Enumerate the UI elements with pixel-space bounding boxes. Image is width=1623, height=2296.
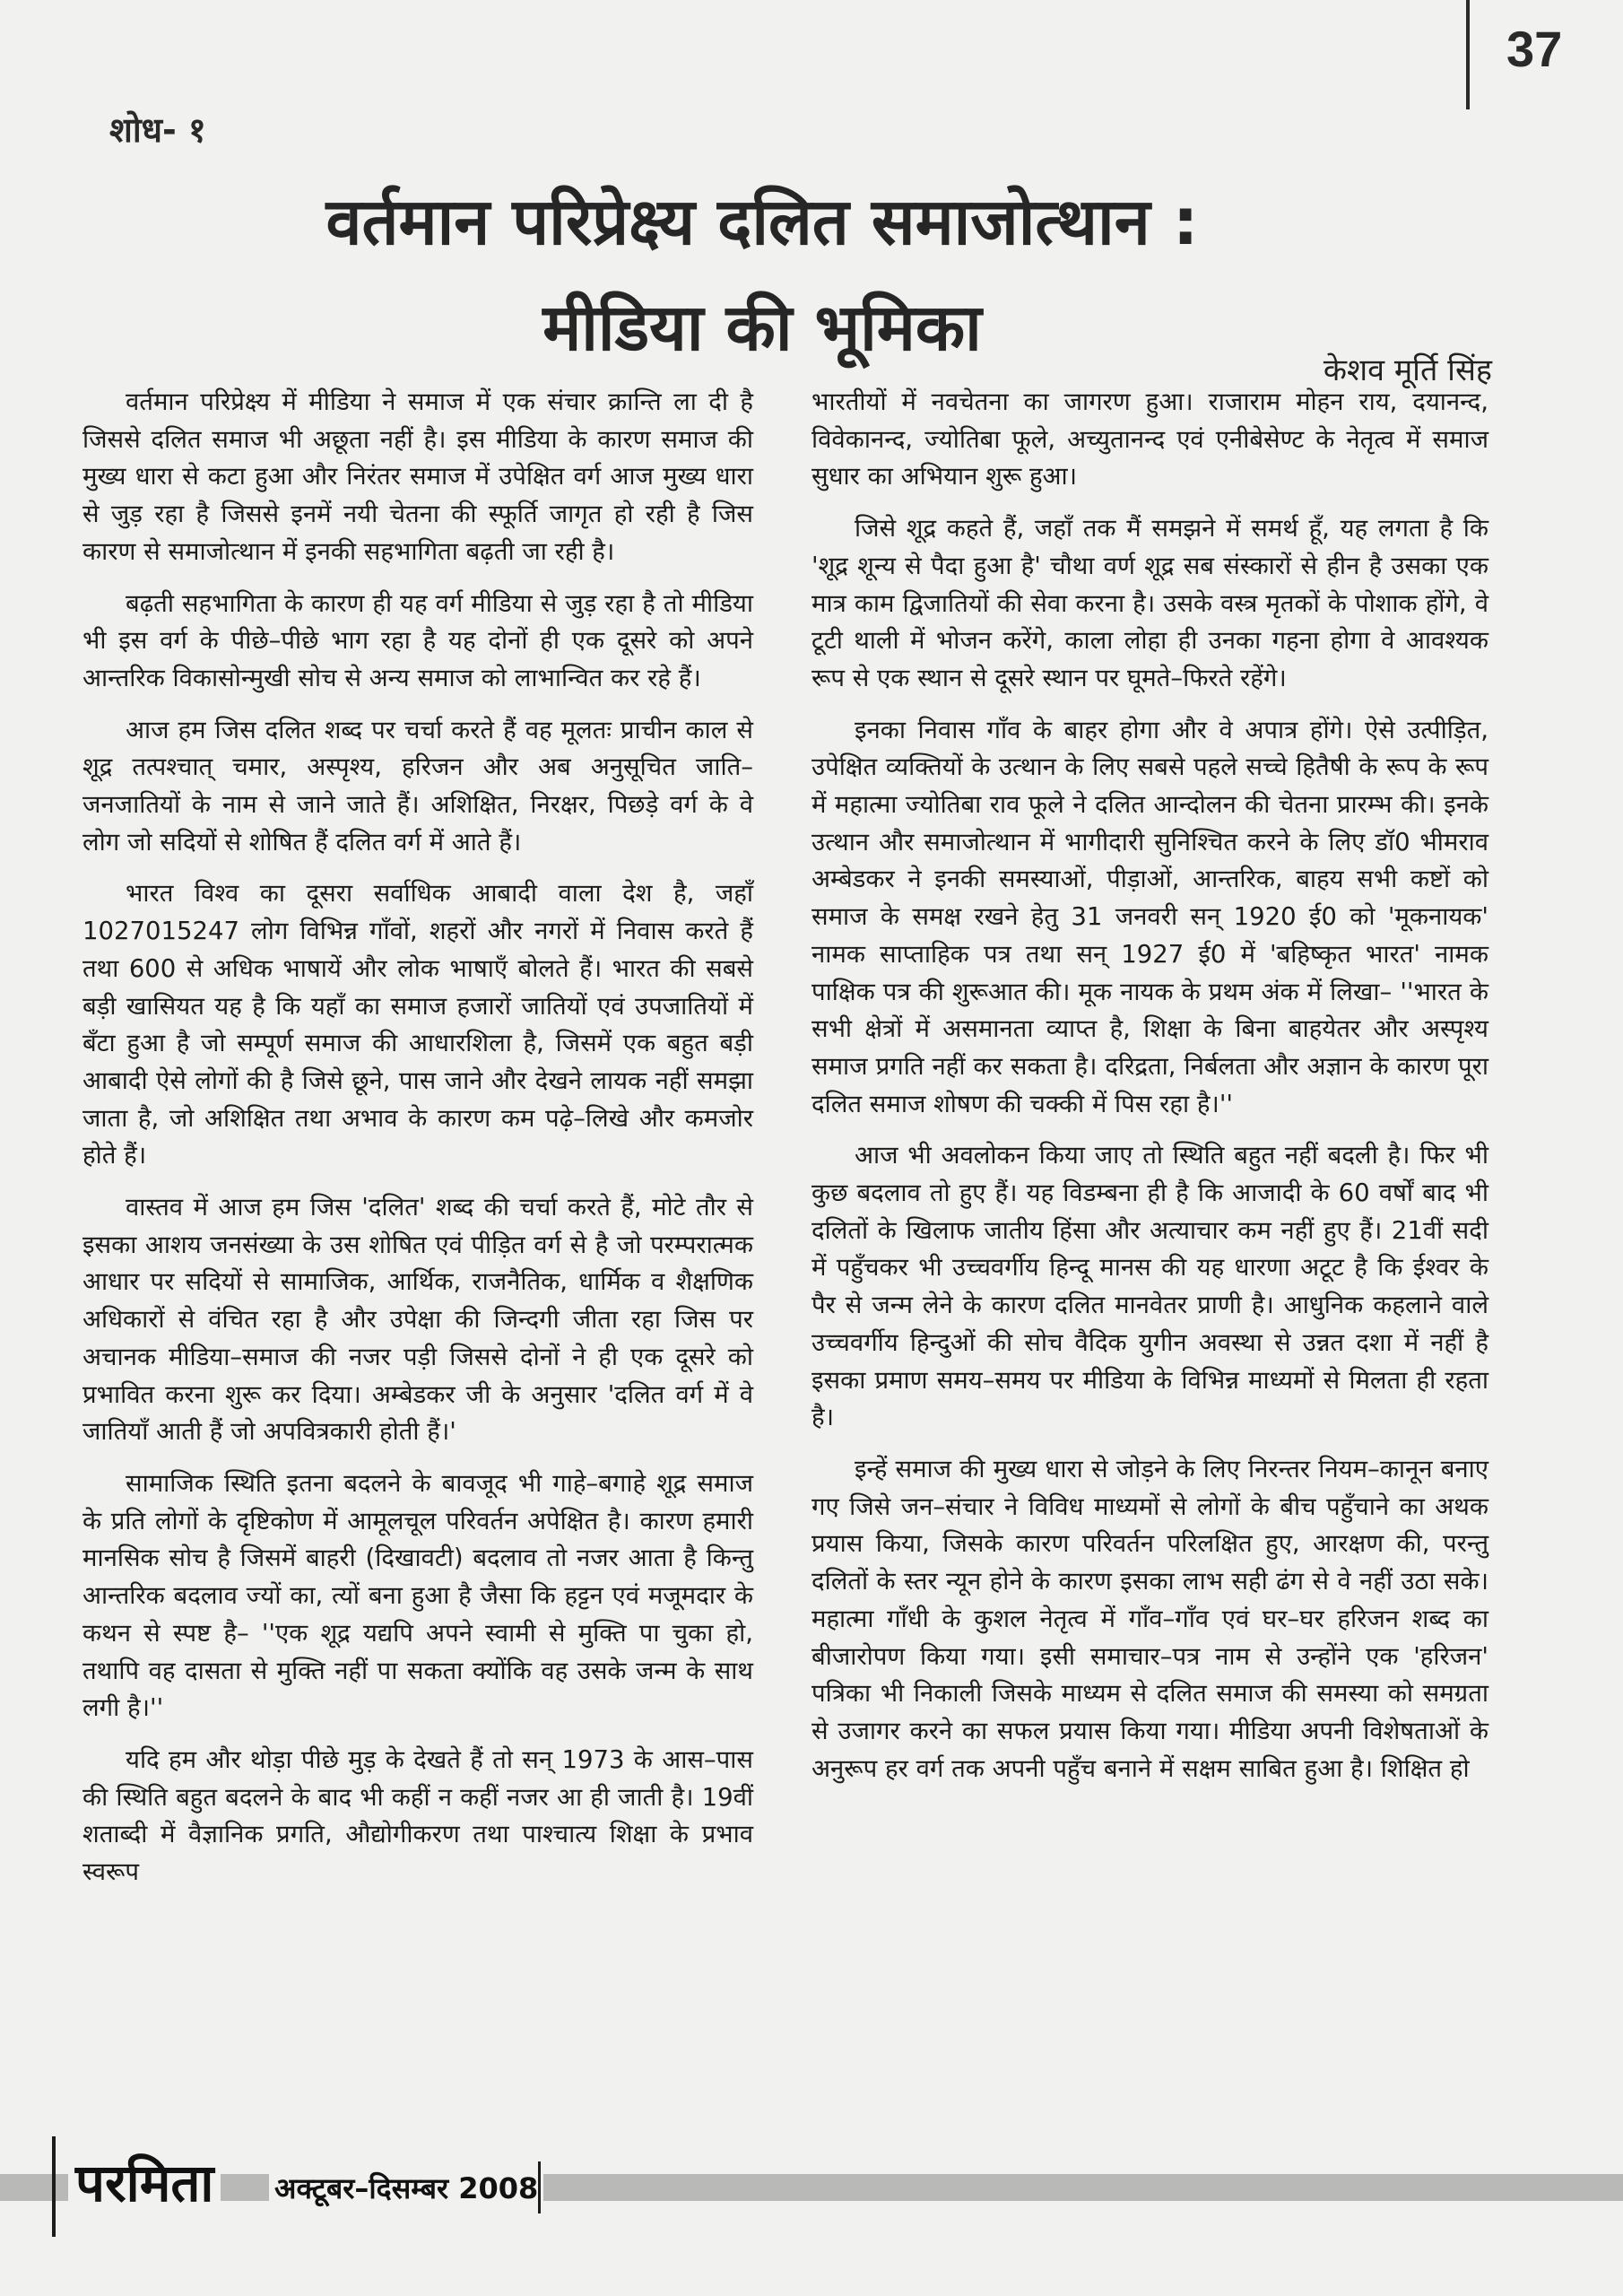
footer-divider — [52, 2136, 56, 2237]
page-number-rule — [1466, 0, 1470, 109]
paragraph: इन्हें समाज की मुख्य धारा से जोड़ने के लिए निरन्तर नियम–कानून बनाए गए जिसे जन–संचार ने विविध माध्यमों से लोगों के बीच पहुँचाने का अथक प्रयास किया, जिसके कारण परिवर्तन परिलक्षित हुए, आरक्षण की, परन्तु दलितों के स्तर न्यून होने के कारण इसका लाभ सही ढंग से वे नहीं उठा सके। महात्मा गाँधी के कुशल नेतृत्व में गाँव–गाँव एवं घर–घर हरिजन शब्द का बीजारोपण किया गया। इसी समाचार–पत्र नाम से उन्होंने एक 'हरिजन' पत्रिका भी निकाली जिसके माध्यम से दलित समाज की समस्या को समग्रता से उजागर करने का सफल प्रयास किया गया। मीडिया अपनी विशेषताओं के अनुरूप हर वर्ग तक अपनी पहुँच बनाने में सक्षम साबित हुआ है। शिक्षित हो — [812, 1454, 1488, 1783]
paragraph: इनका निवास गाँव के बाहर होगा और वे अपात्र होंगे। ऐसे उत्पीड़ित, उपेक्षित व्यक्तियों के उत्थान के लिए सबसे पहले सच्चे हितैषी के रूप के रूप में महात्मा ज्योतिबा राव फूले ने दलित आन्दोलन की चेतना प्रारम्भ की। इनके उत्थान और समाजोत्थान में भागीदारी सुनिश्चित करने के लिए डॉ0 भीमराव अम्बेडकर ने इनकी समस्याओं, पीड़ाओं, आन्तरिक, बाहय सभी कष्टों को समाज के समक्ष रखने हेतु 31 जनवरी सन् 1920 ई0 को 'मूकनायक' नामक साप्ताहिक पत्र तथा सन् 1927 ई0 में 'बहिष्कृत भारत' नामक पाक्षिक पत्र की शुरूआत की। मूक नायक के प्रथम अंक में लिखा– ''भारत के सभी क्षेत्रों में असमानता व्याप्त है, शिक्षा के बिना बाहयेतर और अस्पृश्य समाज प्रगति नहीं कर सकता है। दरिद्रता, निर्बलता और अज्ञान के कारण पूरा दलित समाज शोषण की चक्की में पिस रहा है।'' — [812, 715, 1488, 1118]
paragraph: वास्तव में आज हम जिस 'दलित' शब्द की चर्चा करते हैं, मोटे तौर से इसका आशय जनसंख्या के उस शोषित एवं पीड़ित वर्ग से है जो परम्परात्मक आधार पर सदियों से सामाजिक, आर्थिक, राजनैतिक, धार्मिक व शैक्षणिक अधिकारों से वंचित रहा है और उपेक्षा की जिन्दगी जीता रहा जिस पर अचानक मीडिया–समाज की नजर पड़ी जिससे दोनों ने ही एक दूसरे को प्रभावित करना शुरू कर दिया। अम्बेडकर जी के अनुसार 'दलित वर्ग में वे जातियाँ आती हैं जो अपवित्रकारी होती हैं।' — [82, 1193, 753, 1447]
issue-date: अक्टूबर–दिसम्बर 2008 — [269, 2169, 543, 2207]
paragraph: यदि हम और थोड़ा पीछे मुड़ के देखते हैं तो सन् 1973 के आस–पास की स्थिति बहुत बदलने के बाद भी कहीं न कहीं नजर आ ही जाती है। 19वीं शताब्दी में वैज्ञानिक प्रगति, औद्योगीकरण तथा पाश्चात्य शिक्षा के प्रभाव स्वरूप — [82, 1744, 753, 1887]
footer-band — [0, 2174, 1623, 2201]
article-title-line-2: मीडिया की भूमिका — [542, 290, 982, 365]
paragraph: जिसे शूद्र कहते हैं, जहाँ तक मैं समझने में समर्थ हूँ, यह लगता है कि 'शूद्र शून्य से पैदा हुआ है' चौथा वर्ण शूद्र सब संस्कारों से हीन है उसका एक मात्र काम द्विजातियों की सेवा करना है। उसके वस्त्र मृतकों के पोशाक होंगे, वे टूटी थाली में भोजन करेंगे, काला लोहा ही उनका गहना होगा वे आवश्यक रूप से एक स्थान से दूसरे स्थान पर घूमते–फिरते रहेंगे। — [812, 514, 1488, 692]
article-title — [90, 169, 1435, 380]
article-title-line-1: वर्तमान परिप्रेक्ष्य दलित समाजोत्थान : — [325, 184, 1199, 259]
left-column — [82, 384, 753, 1906]
right-column — [812, 384, 1488, 1802]
paragraph: भारतीयों में नवचेतना का जागरण हुआ। राजाराम मोहन राय, दयानन्द, विवेकानन्द, ज्योतिबा फूले, अच्युतानन्द एवं एनीबेसेण्ट के नेतृत्व में समाज सुधार का अभियान शुरू हुआ। — [812, 387, 1488, 491]
paragraph: आज भी अवलोकन किया जाए तो स्थिति बहुत नहीं बदली है। फिर भी कुछ बदलाव तो हुए हैं। यह विडम्बना ही है कि आजादी के 60 वर्षों बाद भी दलितों के खिलाफ जातीय हिंसा और अत्याचार कम नहीं हुए हैं। 21वीं सदी में पहुँचकर भी उच्चवर्गीय हिन्दू मानस की यह धारणा अटूट है कि ईश्वर के पैर से जन्म लेने के कारण दलित मानवेतर प्राणी है। आधुनिक कहलाने वाले उच्चवर्गीय हिन्दुओं की सोच वैदिक युगीन अवस्था से उन्नत दशा में नहीं है इसका प्रमाण समय–समय पर मीडिया के विभिन्न माध्यमों से मिलता ही रहता है। — [812, 1141, 1488, 1432]
paragraph: आज हम जिस दलित शब्द पर चर्चा करते हैं वह मूलतः प्राचीन काल से शूद्र तत्पश्चात् चमार, अस्पृश्य, हरिजन और अब अनुसूचित जाति–जनजातियों के नाम से जाने जाते हैं। अशिक्षित, निरक्षर, पिछड़े वर्ग के वे लोग जो सदियों से शोषित हैं दलित वर्ग में आते हैं। — [82, 715, 753, 857]
author-name: केशव मूर्ति सिंह — [1323, 352, 1492, 388]
paragraph: बढ़ती सहभागिता के कारण ही यह वर्ग मीडिया से जुड़ रहा है तो मीडिया भी इस वर्ग के पीछे–पीछे भाग रहा है यह दोनों ही एक दूसरे को अपने आन्तरिक विकासोन्मुखी सोच से अन्य समाज को लाभान्वित कर रहे हैं। — [82, 588, 753, 692]
footer-divider — [538, 2161, 541, 2213]
paragraph: भारत विश्व का दूसरा सर्वाधिक आबादी वाला देश है, जहाँ 1027015247 लोग विभिन्न गाँवों, शहरों और नगरों में निवास करते हैं तथा 600 से अधिक भाषायें और लोक भाषाएँ बोलते हैं। भारत की सबसे बड़ी खासियत यह है कि यहाँ का समाज हजारों जातियों एवं उपजातियों में बँटा हुआ है जो सम्पूर्ण समाज की आधारशिला है, जिसमें एक बहुत बड़ी आबादी ऐसे लोगों की है जिसे छूने, पास जाने और देखने लायक नहीं समझा जाता है, जो अशिक्षित तथा अभाव के कारण कम पढ़े–लिखे और कमजोर होते हैं। — [82, 879, 753, 1170]
magazine-name: परमिता — [68, 2145, 221, 2216]
paragraph: वर्तमान परिप्रेक्ष्य में मीडिया ने समाज में एक संचार क्रान्ति ला दी है जिससे दलित समाज भी अछूता नहीं है। इस मीडिया के कारण समाज की मुख्य धारा से कटा हुआ और निरंतर समाज में उपेक्षित वर्ग आज मुख्य धारा से जुड़ रहा है जिससे इनमें नयी चेतना की स्फूर्ति जागृत हो रही है जिस कारण से समाजोत्थान में इनकी सहभागिता बढ़ती जा रही है। — [82, 387, 753, 566]
paragraph: सामाजिक स्थिति इतना बदलने के बावजूद भी गाहे–बगाहे शूद्र समाज के प्रति लोगों के दृष्टिकोण में आमूलचूल परिवर्तन अपेक्षित है। कारण हमारी मानसिक सोच है जिसमें बाहरी (दिखावटी) बदलाव तो नजर आता है किन्तु आन्तरिक बदलाव ज्यों का, त्यों बना हुआ है जैसा कि हट्टन एवं मजूमदार के कथन से स्पष्ट है– ''एक शूद्र यद्यपि अपने स्वामी से मुक्ति पा चुका हो, तथापि वह दासता से मुक्ति नहीं पा सकता क्योंकि वह उसके जन्म के साथ लगी है।'' — [82, 1468, 753, 1723]
section-label: शोध- १ — [109, 110, 206, 150]
page-number: 37 — [1506, 21, 1563, 77]
